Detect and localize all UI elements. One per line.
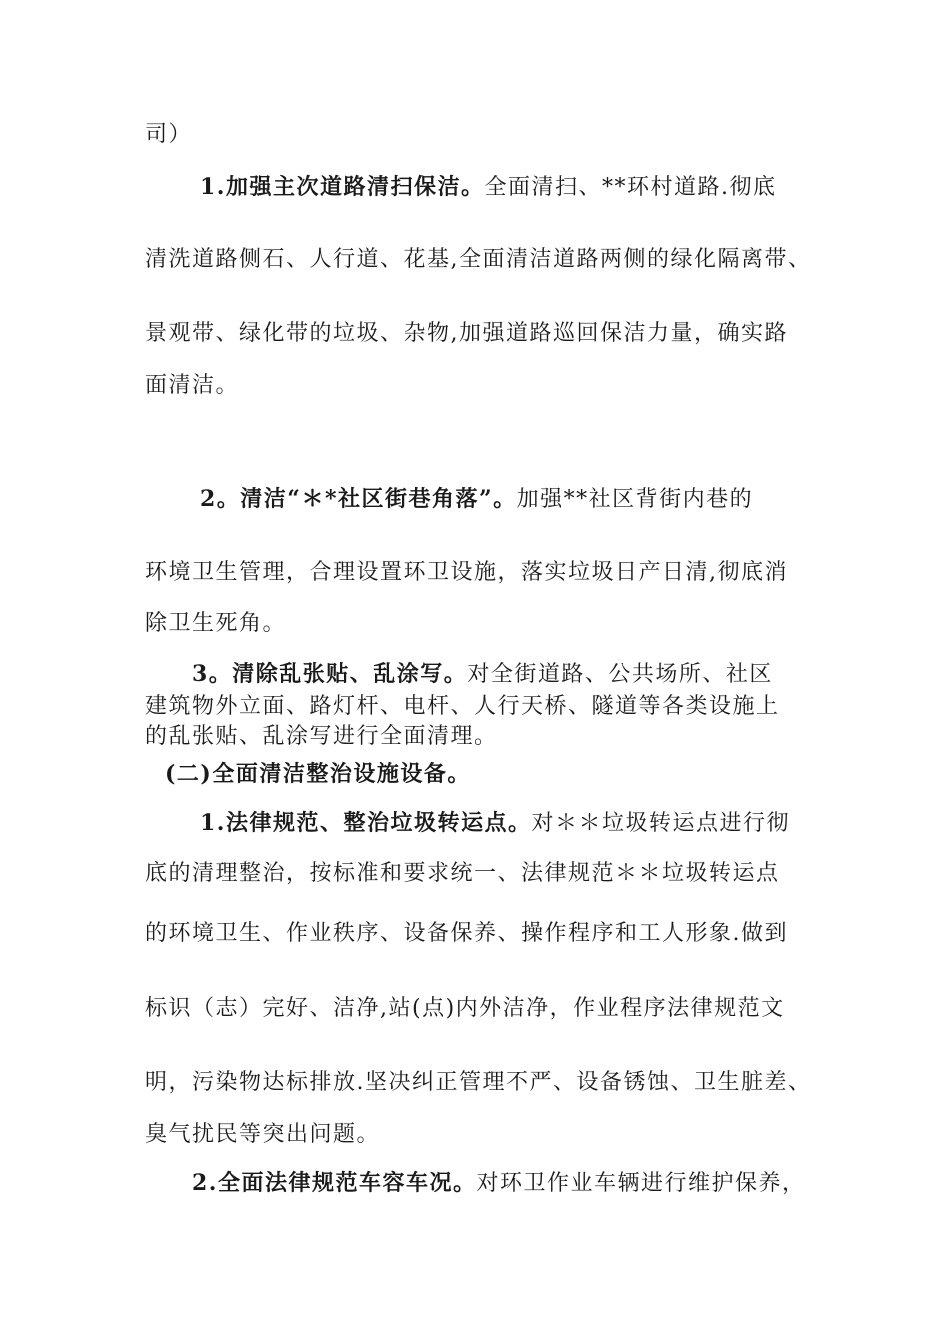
- paragraph-heading-line: [192, 659, 773, 690]
- section-heading-line: [165, 759, 471, 790]
- line-text: 的乱张贴、乱涂写进行全面清理。: [145, 724, 498, 749]
- text-line: [145, 994, 785, 1024]
- text-line: [145, 919, 788, 949]
- line-text: 对＊＊垃圾转运点进行彻: [531, 811, 790, 836]
- paragraph-heading-line: [200, 808, 790, 839]
- paragraph-heading: 1.加强主次道路清扫保洁。: [200, 174, 485, 200]
- text-line: [145, 319, 788, 349]
- text-line: [145, 371, 239, 401]
- text-line: [145, 1120, 380, 1150]
- paragraph-heading-line: [192, 1168, 805, 1199]
- paragraph-heading-line: [200, 484, 753, 515]
- line-text: 司）: [145, 122, 193, 147]
- line-text: 对环卫作业车辆进行维护保养，: [476, 1171, 806, 1196]
- line-text: 加强**社区背街内巷的: [516, 487, 754, 512]
- line-text: 臭气扰民等突出问题。: [145, 1122, 381, 1147]
- section-heading: (二)全面清洁整治设施设备。: [165, 761, 471, 787]
- paragraph-heading: 3。清除乱张贴、乱涂写。: [192, 661, 468, 687]
- line-text: 清洗道路侧石、人行道、花基,全面清洁道路两侧的绿化隔离带、: [145, 247, 812, 272]
- text-line: [145, 120, 192, 150]
- line-text: 全面清扫、**环村道路.彻底: [484, 175, 777, 200]
- line-text: 标识（志）完好、洁净,站(点)内外洁净，作业程序法律规范文: [145, 996, 785, 1021]
- text-line: [145, 558, 788, 588]
- text-line: [145, 609, 286, 639]
- line-text: 明，污染物达标排放.坚决纠正管理不严、设备锈蚀、卫生脏差、: [145, 1070, 812, 1095]
- line-text: 景观带、绿化带的垃圾、杂物,加强道路巡回保洁力量，确实路: [145, 321, 788, 346]
- text-line: [145, 722, 498, 752]
- line-text: 环境卫生管理，合理设置环卫设施，落实垃圾日产日清,彻底消: [145, 560, 788, 585]
- paragraph-heading: 2。清洁“＊*社区街巷角落”。: [200, 486, 517, 512]
- line-text: 的环境卫生、作业秩序、设备保养、操作程序和工人形象.做到: [145, 921, 788, 946]
- text-line: [145, 859, 780, 889]
- text-line: [145, 692, 780, 722]
- text-line: [145, 1068, 812, 1098]
- text-line: [145, 245, 812, 275]
- line-text: 面清洁。: [145, 373, 240, 398]
- line-text: 底的清理整治，按标准和要求统一、法律规范＊＊垃圾转运点: [145, 861, 780, 886]
- paragraph-heading: 1.法律规范、整治垃圾转运点。: [200, 810, 532, 836]
- paragraph-heading: 2.全面法律规范车容车况。: [192, 1170, 477, 1196]
- line-text: 建筑物外立面、路灯杆、电杆、人行天桥、隧道等各类设施上: [145, 694, 780, 719]
- line-text: 除卫生死角。: [145, 611, 287, 636]
- paragraph-heading-line: [200, 172, 776, 203]
- line-text: 对全街道路、公共场所、社区: [467, 662, 773, 687]
